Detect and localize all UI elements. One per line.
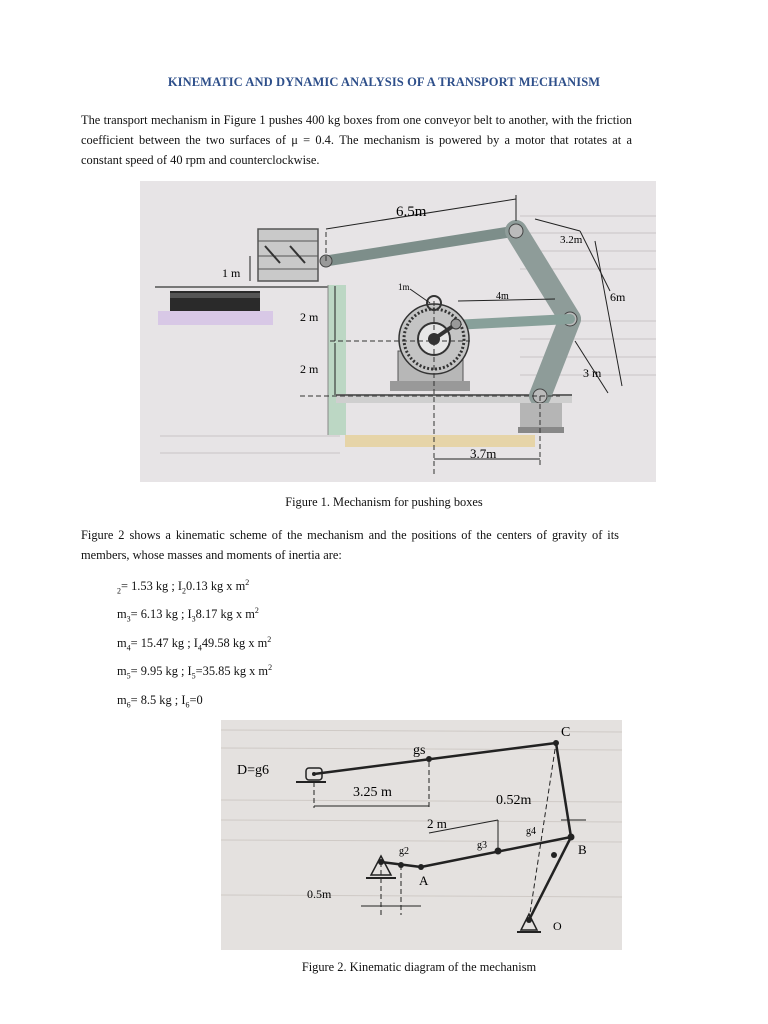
fig1-label-6-5m: 6.5m — [396, 204, 427, 220]
fig1-label-3-7m: 3.7m — [470, 446, 497, 461]
box — [258, 229, 318, 281]
mass-intro-paragraph: Figure 2 shows a kinematic scheme of the mechanism and the positions of the centers of gravity of its members, whose masses and moments of inertia are: — [81, 528, 619, 562]
support-column — [328, 285, 346, 435]
fig1-label-4m: 4m — [496, 291, 509, 302]
fig1-label-1m-small: 1m — [398, 282, 410, 292]
figure-2-caption: Figure 2. Kinematic diagram of the mechanism — [301, 960, 537, 974]
link-dc — [314, 743, 556, 774]
coupler-link — [326, 231, 516, 261]
fig2-label-0-52m: 0.52m — [496, 793, 532, 808]
fig1-label-3m: 3 m — [583, 366, 602, 380]
fig2-label-d: D=g6 — [237, 763, 270, 778]
rocker-lower — [540, 319, 570, 396]
mass-line-6: $m_6= 8.5$ kg ; $I_6=0$ — [117, 693, 203, 710]
fig2-label-g2: g2 — [399, 846, 409, 857]
fig1-label-1m: 1 m — [222, 266, 241, 280]
fig2-label-b: B — [578, 842, 587, 857]
figure-1-mechanism-photo — [140, 181, 656, 482]
document-title: KINEMATIC AND DYNAMIC ANALYSIS OF A TRANSPORT MECHANISM — [167, 75, 601, 89]
fig2-label-3-25m: 3.25 m — [353, 785, 392, 800]
mass-line-5: $m_5= 9.95$ kg ; $I_5=35.85$ kg x $m^2$ — [117, 663, 273, 681]
link-cb — [556, 743, 571, 837]
fig1-label-2m-upper: 2 m — [300, 310, 319, 324]
fig1-label-2m-lower: 2 m — [300, 362, 319, 376]
fig2-label-g4: g4 — [526, 826, 536, 837]
fig1-label-6m: 6m — [610, 290, 626, 304]
fig2-label-c: C — [561, 725, 571, 740]
figure-2-kinematic-diagram — [221, 720, 622, 950]
fig2-label-0-5m: 0.5m — [307, 887, 332, 901]
intro-paragraph: The transport mechanism in Figure 1 pushes 400 kg boxes from one conveyor belt to another, with the friction coefficient between the two surfaces of μ = 0.4. The mechanism is powered by a motor that rotates at a constant speed of 40 rpm and counterclockwise. — [81, 113, 632, 167]
fig2-label-g3: g3 — [477, 840, 487, 851]
fig2-label-o: O — [553, 919, 562, 933]
fig2-label-g5: gs — [413, 743, 426, 758]
mass-line-3: $m_3= 6.13$ kg ; $I_38.17$ kg x $m^2$ — [117, 606, 259, 624]
fig2-label-a: A — [419, 873, 429, 888]
fig2-label-2m: 2 m — [427, 816, 447, 831]
figure-1-caption: Figure 1. Mechanism for pushing boxes — [285, 495, 483, 509]
mass-line-4: $m_4= 15.47$ kg ; $I_449.58$ kg x $m^2$ — [117, 635, 272, 653]
left-conveyor-base — [158, 311, 273, 325]
mass-line-2: $_2$= 1.53 kg ; $I_20.13$ kg x $m^2$ — [117, 578, 250, 596]
fig1-label-3-2m: 3.2m — [560, 234, 583, 246]
